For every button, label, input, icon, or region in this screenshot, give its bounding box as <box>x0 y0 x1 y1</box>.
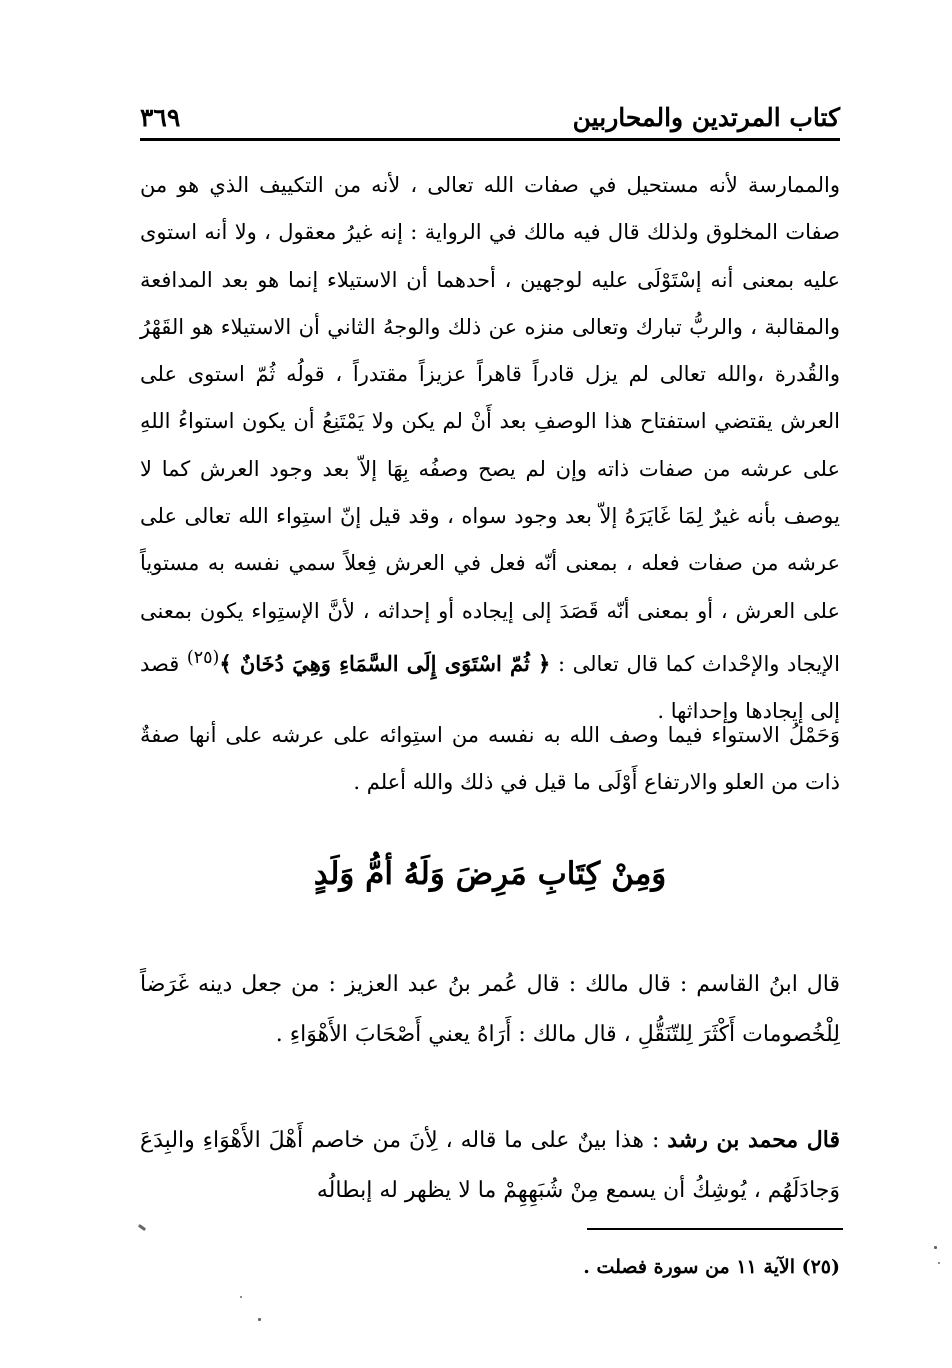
footnote: (٢٥) الآية ١١ من سورة فصلت . <box>583 1256 840 1278</box>
page-number: ٣٦٩ <box>140 103 181 132</box>
paragraph-1-text: والممارسة لأنه مستحيل في صفات الله تعالى ، لأنه من التكييف الذي هو من صفات المخلوق ولذلك قال فيه مالك في الرواية : إنه غيرُ معقول ، ولا أنه استوى عليه بمعنى أنه إسْتَوْلَى عليه لوجهين ، أحدهما أن الاستيلاء إنما هو بعد المدافعة والمقالبة ، والربُّ تبارك وتعالى منزه عن ذلك والوجهُ الثاني أن الاستيلاء هو القَهْرُ والقُدرة ،والله تعالى لم يزل قادراً قاهراً عزيزاً مقتدراً ، قولُه ثُمّ استوى على العرش يقتضي استفتاح هذا الوصفِ بعد أَنْ لم يكن ولا يَمْتَنِعُ أن يكون استواءُ اللهِ على عرشه من صفات ذاته وإن لم يصح وصفُه بِهَا إلاّ بعد وجود العرش كما لا يوصف بأنه غيرٌ لِمَا غَايَرَهُ إلاّ بعد وجود سواه ، وقد قيل إنّ استِواء الله تعالى على عرشه من صفات فعله ، بمعنى أنّه فعل في العرش فِعلاً سمي نفسه به مستوياً على العرش ، أو بمعنى أنّه قَصَدَ إلى إيجاده أو إحداثه ، لأنَّ الإستِواء يكون بمعنى الإيجاد والإحْداث كما قال تعالى : <box>140 173 841 676</box>
page-header <box>140 96 840 132</box>
scan-speck <box>934 1246 937 1249</box>
paragraph-2-text: وَحَمْلُ الاستواء فيما وصف الله به نفسه من استِوائه على عرشه على أنها صفةٌ ذات من العلو والارتفاع أَوْلَى ما قيل في ذلك والله أعلم . <box>140 723 840 795</box>
scan-speck <box>938 1262 940 1264</box>
speaker-name: قال محمد بن رشد <box>667 1127 840 1153</box>
section-title: وَمِنْ كِتَابِ مَرِضَ وَلَهُ أمُّ وَلَدٍ <box>313 856 667 892</box>
scan-speck <box>138 1224 146 1231</box>
header-rule <box>140 138 840 141</box>
paragraph-3-text: قال ابنُ القاسم : قال مالك : قال عُمر بنُ عبد العزيز : من جعل دينه غَرَضاً لِلْخُصومات أَكْثَرَ لِلتّنَقُّلِ ، قال مالك : أَرَاهُ يعني أَصْحَابَ الأَهْوَاءِ . <box>140 972 840 1047</box>
scan-speck <box>258 1318 261 1321</box>
paragraph-1 <box>140 162 840 736</box>
footnote-rule <box>587 1228 843 1230</box>
paragraph-2 <box>140 712 840 807</box>
running-title: كتاب المرتدين والمحاربين <box>572 103 840 132</box>
paragraph-3 <box>140 960 840 1060</box>
paragraph-1-tail: قصد إلى إيجادها وإحداثها . <box>140 651 840 724</box>
scan-speck <box>240 1296 242 1298</box>
footnote-reference: (٢٥) <box>186 647 220 668</box>
quran-verse: ﴿ ثُمّ اسْتَوَى إِلَى السَّمَاءِ وَهِيَ دُخَانٌ ﴾ <box>219 650 551 676</box>
paragraph-4 <box>140 1115 840 1216</box>
paragraph-4-text: : هذا بينٌ على ما قاله ، لِأنَ من خاصم أَهْلَ الأَهْوَاءِ والبِدَعَ وَجادَلَهُم ، يُوشِكُ أن يسمع مِنْ شُبَهِهِمْ ما لا يظهر له إبطالُه <box>140 1128 840 1203</box>
